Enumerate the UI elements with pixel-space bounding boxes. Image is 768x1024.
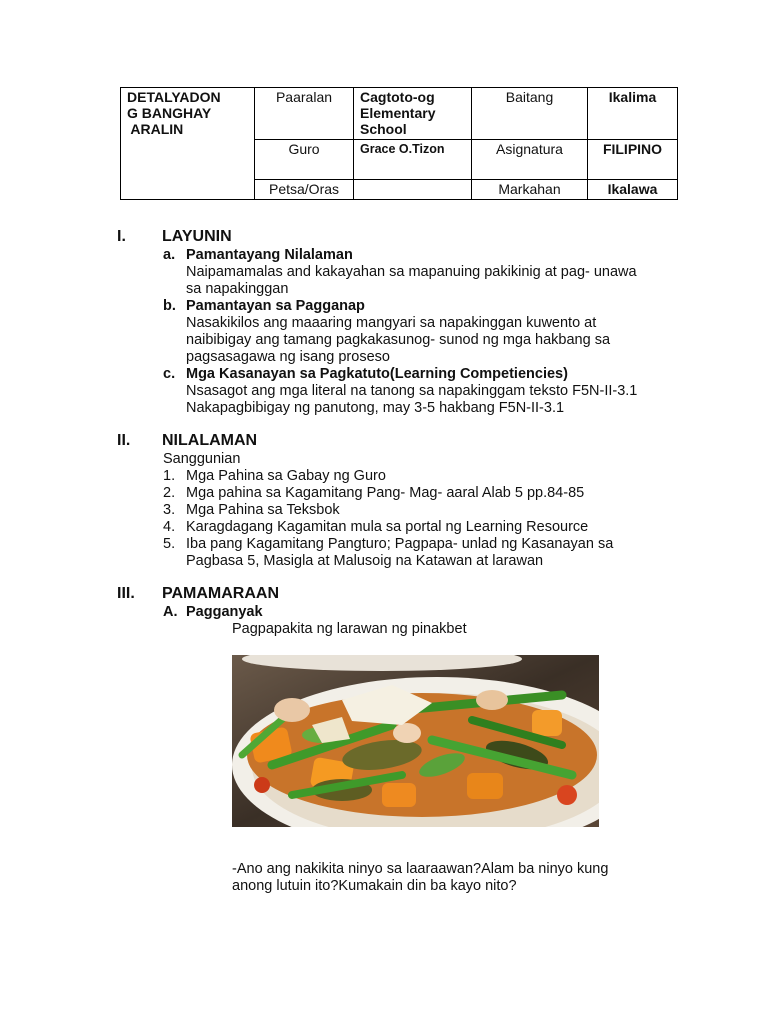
asignatura-label: Asignatura	[472, 140, 588, 180]
guro-value: Grace O.Tizon	[354, 140, 472, 180]
item-line: naibibigay ang tamang pagkakasunog- sunod ng mga hakbang sa	[186, 332, 611, 348]
section-title: LAYUNIN	[162, 228, 232, 245]
section-number: III.	[117, 585, 135, 602]
paaralan-value	[354, 88, 472, 140]
item-label: b.	[163, 298, 176, 314]
sanggunian-label: Sanggunian	[163, 451, 241, 467]
paaralan-value-line: School	[360, 121, 407, 137]
section-title: PAMAMARAAN	[162, 585, 280, 602]
item-heading: Pamantayang Nilalaman	[186, 247, 353, 263]
list-line: Mga pahina sa Kagamitang Pang- Mag- aaral Alab 5 pp.84-85	[186, 485, 585, 501]
section-number: II.	[117, 432, 131, 449]
list-number: 5.	[163, 536, 176, 552]
list-number: 1.	[163, 468, 176, 484]
pinakbet-photo	[232, 655, 599, 827]
item-label: c.	[163, 366, 176, 382]
layunin-item	[163, 366, 683, 417]
image-caption: Pagpapakita ng larawan ng pinakbet	[232, 621, 467, 637]
motivation-question	[232, 861, 662, 895]
reference-list	[163, 468, 683, 570]
list-line: Karagdagang Kagamitan mula sa portal ng Learning Resource	[186, 519, 589, 535]
baitang-label: Baitang	[472, 88, 588, 140]
plan-title-line: DETALYADON	[127, 89, 221, 105]
section-title: NILALAMAN	[162, 432, 258, 449]
pamamaraan-content	[163, 604, 683, 638]
item-line: sa napakinggan	[186, 281, 289, 297]
item-heading: Pagganyak	[186, 604, 263, 620]
asignatura-value: FILIPINO	[588, 140, 678, 180]
plan-title-line: ARALIN	[127, 121, 184, 137]
paaralan-value-line: Cagtoto-og	[360, 89, 435, 105]
markahan-value: Ikalawa	[588, 180, 678, 200]
item-line: pagsasagawa ng isang proseso	[186, 349, 390, 365]
item-heading: Mga Kasanayan sa Pagkatuto(Learning Competiencies)	[186, 366, 568, 382]
plan-title-line: G BANGHAY	[127, 105, 212, 121]
layunin-item	[163, 298, 683, 366]
lesson-header-table	[120, 87, 678, 200]
item-line: Nsasagot ang mga literal na tanong sa napakinggam teksto F5N-II-3.1	[186, 383, 638, 399]
layunin-item	[163, 247, 683, 298]
list-number: 4.	[163, 519, 176, 535]
list-item	[163, 502, 683, 519]
paaralan-label: Paaralan	[255, 88, 354, 140]
list-item	[163, 468, 683, 485]
list-item	[163, 536, 683, 570]
layunin-content	[163, 247, 683, 417]
pagganyak-heading	[163, 604, 683, 621]
item-line: Naipamamalas and kakayahan sa mapanuing pakikinig at pag- unawa	[186, 264, 637, 280]
question-line: anong lutuin ito?Kumakain din ba kayo nito?	[232, 878, 517, 894]
section-number: I.	[117, 228, 126, 245]
guro-label: Guro	[255, 140, 354, 180]
list-number: 2.	[163, 485, 176, 501]
item-label: a.	[163, 247, 176, 263]
petsa-label: Petsa/Oras	[255, 180, 354, 200]
nilalaman-content	[163, 451, 683, 570]
list-line: Iba pang Kagamitang Pangturo; Pagpapa- unlad ng Kasanayan sa	[186, 536, 614, 552]
item-line: Nasakikilos ang maaaring mangyari sa napakinggan kuwento at	[186, 315, 597, 331]
baitang-value: Ikalima	[588, 88, 678, 140]
item-label: A.	[163, 604, 178, 620]
item-heading: Pamantayan sa Pagganap	[186, 298, 365, 314]
item-line: Nakapagbibigay ng panutong, may 3-5 hakbang F5N-II-3.1	[186, 400, 565, 416]
list-number: 3.	[163, 502, 176, 518]
list-item	[163, 485, 683, 502]
question-line: -Ano ang nakikita ninyo sa laaraawan?Alam ba ninyo kung	[232, 861, 609, 877]
list-line: Pagbasa 5, Masigla at Malusoig na Katawan at larawan	[186, 553, 544, 569]
list-item	[163, 519, 683, 536]
petsa-value	[354, 180, 472, 200]
paaralan-value-line: Elementary	[360, 105, 436, 121]
list-line: Mga Pahina sa Teksbok	[186, 502, 340, 518]
plan-title-cell	[121, 88, 255, 200]
list-line: Mga Pahina sa Gabay ng Guro	[186, 468, 386, 484]
markahan-label: Markahan	[472, 180, 588, 200]
